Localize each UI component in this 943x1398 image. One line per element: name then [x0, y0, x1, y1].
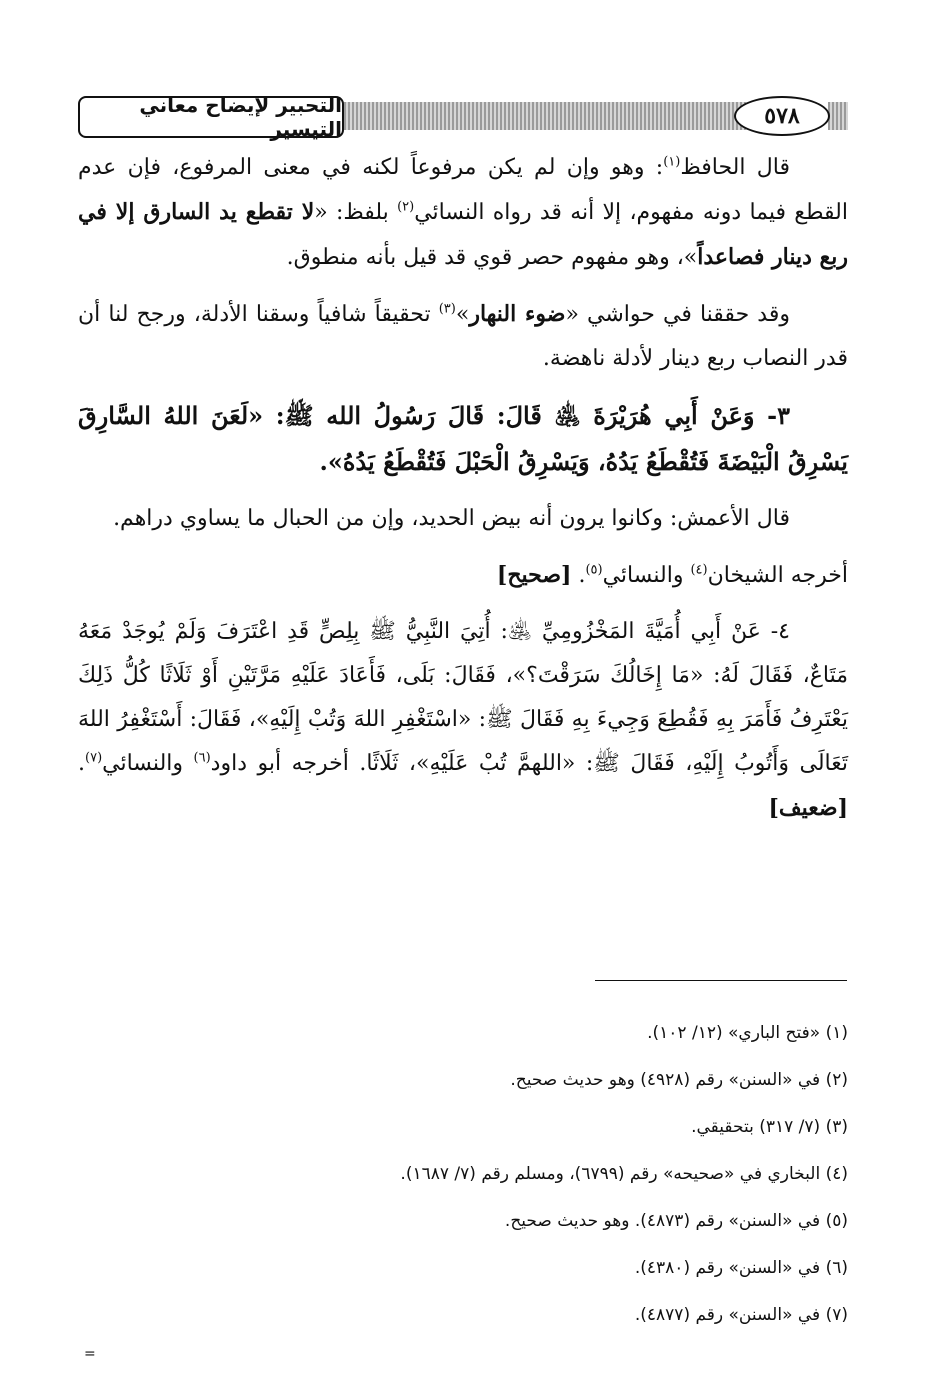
footnote-ref-2: (٢): [397, 199, 415, 215]
grade-sahih: [صحيح]: [496, 562, 572, 588]
page-header: [78, 94, 848, 142]
footnote-2: (٢) في «السنن» رقم (٤٩٢٨) وهو حديث صحيح.: [510, 1070, 848, 1090]
footnote-ref-5: (٥): [585, 562, 603, 578]
hadith-3: ٣- وَعَنْ أَبِي هُرَيْرَةَ ﵁ قَالَ: قَالَ رَسُولُ الله ﷺ: «لَعَنَ اللهُ السَّارِقَ يَسْرِقُ الْبَيْضَةَ فَتُقْطَعُ يَدُهُ، وَيَسْرِقُ الْحَبْلَ فَتُقْطَعُ يَدُهُ».: [78, 401, 848, 476]
footnote-5: (٥) في «السنن» رقم (٤٨٧٣). وهو حديث صحيح.: [504, 1211, 848, 1231]
footnote-ref-6: (٦): [193, 750, 211, 766]
main-text: [78, 146, 848, 843]
paragraph-daw-alnahar: وقد حققنا في حواشي «ضوء النهار»$^{(٣)}$ تحقيقاً شافياً وسقنا الأدلة، ورجح لنا أن قدر النصاب ربع دينار لأدلة ناهضة.: [78, 301, 848, 371]
footnote-ref-4: (٤): [690, 562, 708, 578]
quoted-hadith-text: لا تقطع يد السارق إلا في ربع دينار فصاعداً: [78, 199, 848, 270]
book-title: التحبير لإيضاح معاني التيسير: [78, 96, 344, 138]
paragraph-amash: قال الأعمش: وكانوا يرون أنه بيض الحديد، وإن من الحبال ما يساوي دراهم.: [113, 506, 790, 531]
footnote-divider: [595, 980, 847, 981]
footnote-3: (٣) (٧/ ٣١٧) بتحقيقي.: [691, 1117, 848, 1137]
footnote-ref-1: (١): [663, 154, 681, 170]
footnote-1: (١) «فتح الباري» (١٢/ ١٠٢).: [647, 1023, 848, 1043]
header-band-end: [828, 102, 848, 130]
footnote-ref-3: (٣): [438, 301, 456, 317]
footnote-4: (٤) البخاري في «صحيحه» رقم (٦٧٩٩)، ومسلم رقم (٧/ ١٦٨٧).: [400, 1164, 848, 1184]
cited-book-title: ضوء النهار: [469, 301, 566, 327]
page-number: ٥٧٨: [734, 96, 830, 136]
paragraph-takhrij-3: أخرجه الشيخان$^{(٤)}$ والنسائي$^{(٥)}$. [صحيح]: [496, 562, 848, 588]
header-band: [328, 102, 748, 130]
footnote-ref-7: (٧): [85, 750, 103, 766]
grade-daif: [ضعيف]: [768, 795, 848, 821]
footnote-7: (٧) في «السنن» رقم (٤٨٧٧).: [634, 1305, 848, 1325]
footnotes-list: [78, 1010, 848, 1339]
hadith-4: ٤- عَنْ أَبِي أُمَيَّةَ المَخْزُومِيِّ ﵁: أُتِيَ النَّبِيُّ ﷺ بِلِصٍّ قَدِ اعْتَرَفَ وَلَمْ يُوجَدْ مَعَهُ مَتَاعٌ، فَقَالَ لَهُ: «مَا إِخَالُكَ سَرَقْتَ؟»، فَقَالَ: بَلَى، فَأَعَادَ عَلَيْهِ مَرَّتَيْنِ أَوْ ثَلَاثًا كُلُّ ذَلِكَ يَعْتَرِفُ فَأَمَرَ بِهِ فَقُطِعَ وَجِيءَ بِهِ فَقَالَ ﷺ: «اسْتَغْفِرِ اللهَ وَتُبْ إِلَيْهِ»، فَقَالَ: أَسْتَغْفِرُ اللهَ تَعَالَى وَأَتُوبُ إِلَيْهِ، فَقَالَ ﷺ: «اللهمَّ تُبْ عَلَيْهِ»، ثَلَاثًا. أخرجه أبو داود$^{(٦)}$ والنسائي$^{(٧)}$. [ضعيف]: [78, 619, 848, 821]
footnote-6: (٦) في «السنن» رقم (٤٣٨٠).: [634, 1258, 848, 1278]
paragraph-hafiz-comment: قال الحافظ$^{(١)}$: وهو وإن لم يكن مرفوعاً لكنه في معنى المرفوع، فإن عدم القطع فيما دونه مفهوم، إلا أنه قد رواه النسائي$^{(٢)}$ بلفظ: «لا تقطع يد السارق إلا في ربع دينار فصاعداً»، وهو مفهوم حصر قوي قد قيل بأنه منطوق.: [78, 154, 848, 270]
page-mark: =: [84, 1346, 96, 1362]
